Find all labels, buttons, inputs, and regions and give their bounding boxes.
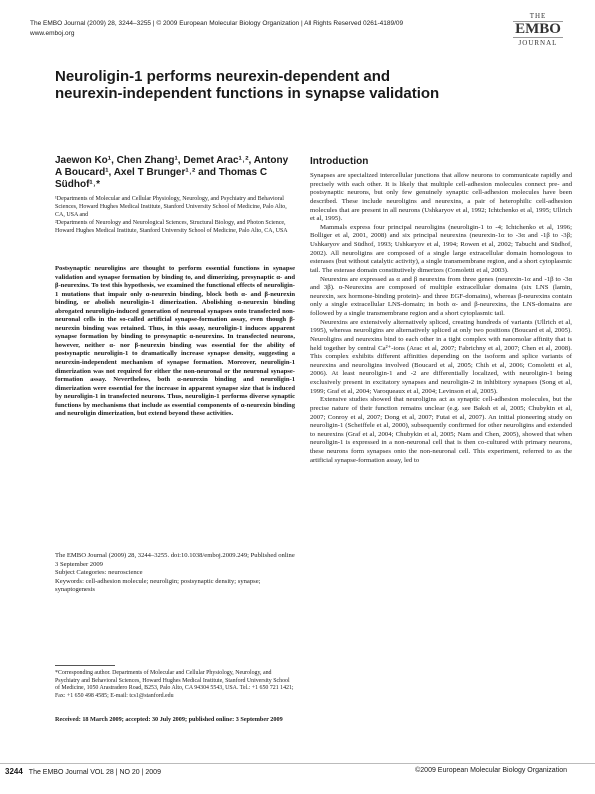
footer-copyright: ©2009 European Molecular Biology Organization <box>415 767 567 774</box>
logo-bottom-text: JOURNAL <box>513 37 563 47</box>
footnote-divider <box>55 665 115 666</box>
keywords: Keywords: cell-adhesion molecule; neuroligin; postsynaptic density; synapse; synaptogenesis <box>55 577 261 594</box>
subject-categories: Subject Categories: neuroscience <box>55 569 143 577</box>
journal-header-line: The EMBO Journal (2009) 28, 3244–3255 | © 2009 European Molecular Biology Organization | All Rights Reserved 0261-4189/09 <box>30 20 404 27</box>
introduction-body <box>310 172 572 465</box>
article-metadata <box>55 552 295 595</box>
citation: The EMBO Journal (2009) 28, 3244–3255. doi:10.1038/emboj.2009.249; Published online 3 September 2009 <box>55 552 295 568</box>
footer-divider <box>0 763 595 764</box>
intro-paragraph: Synapses are specialized intercellular junctions that allow neurons to communicate rapidly and precisely with each other. It is likely that multiple cell-adhesion molecules connect pre- and postsynaptic neurons, but only few genuinely synaptic cell-adhesion molecules have been described. These include neuroligins and neurexins, a pair of heterophilic cell-adhesion molecules that are present in all neurons (Ushkaryov et al, 1992; Ichtchenko et al, 1995; Ullrich et al, 1995). <box>310 172 572 223</box>
corresponding-author: *Corresponding author. Departments of Molecular and Cellular Physiology, Neurology, and Psychiatry and Behavioral Sciences, Howard Hughes Medical Institute, Stanford University School of Medicine, 1050 Arastradero Road, B253, Palo Alto, CA 94304 5543, USA. Tel.: +1 650 721 1421; Fax: +1 650 498 4585; E-mail: tcs1@stanford.edu <box>55 670 294 699</box>
article-title: Neuroligin-1 performs neurexin-dependent and neurexin-independent functions in synapse validation <box>55 68 440 102</box>
author-list: Jaewon Ko¹, Chen Zhang¹, Demet Arac¹˒², Antony A Boucard¹, Axel T Brunger¹˒² and Thomas C Südhof¹˒* <box>55 155 289 190</box>
page-footer-left <box>5 767 161 776</box>
logo-top-text: THE <box>513 12 563 22</box>
intro-paragraph: Mammals express four principal neuroligins (neuroligin-1 to -4; Ichtchenko et al, 1996; Bolliger et al, 2001, 2008) and six principal neurexins (neurexin-1α to -3α and -1β to -3β; Ushkaryov and Südhof, 1993; Ushkaryov et al, 1994; Rowen et al, 2002; Tabuchi and Südhof, 2002). All neuroligins are composed of a single large extracellular domain homologous to esterases (but without catalytic activity), a single transmembrane region, and a short cytoplasmic tail. The esterase domain constitutively dimerizes (Comoletti et al, 2003). <box>310 223 572 274</box>
affiliations <box>55 196 295 237</box>
intro-paragraph: Extensive studies showed that neuroligins act as synaptic cell-adhesion molecules, but the precise nature of their function remains unclear (e.g. see Baksh et al, 2005; Chubykin et al, 2007; Conroy et al, 2007; Dong et al, 2007; Futai et al, 2007). An initial pioneering study on neuroligin-1 (Scheiffele et al, 2000), subsequently confirmed for other neuroligins and extended to neurexins (Graf et al, 2004; Chubykin et al, 2005; Nam and Chen, 2005), showed that when neuroligin-1 is expressed in a non-neuronal cell that is then co-cultured with primary neurons, these neurons form synapses onto the non-neuronal cell. This experiment, referred to as the artificial synapse-formation assay, led to <box>310 396 572 464</box>
footer-journal-info: The EMBO Journal VOL 28 | NO 20 | 2009 <box>28 769 161 776</box>
intro-paragraph: Neurexins are expressed as α and β neurexins from three genes (neurexin-1α and -1β to -3α and 3β). α-Neurexins are composed of multiple extracellular domains (six LNS (lamin, neurexin, sex hormone-binding protein)- and three EGF-domains), whereas β-neurexins contain only a single extracellular LNS-domain; in both α- and β-neurexins, the LNS-domains are followed by a single transmembrane region and a short cytoplasmic tail. <box>310 275 572 317</box>
journal-logo <box>513 12 563 47</box>
affiliation-2: ²Departments of Neurology and Neurological Sciences, Structural Biology, and Photon Science, Howard Hughes Medical Institute, Stanford University School of Medicine, Palo Alto, CA, USA <box>55 220 288 235</box>
section-heading-introduction: Introduction <box>310 156 369 167</box>
abstract: Postsynaptic neuroligins are thought to perform essential functions in synapse validation and synapse formation by binding to, and dimerizing, presynaptic α- and β-neurexins. To test this hypothesis, we examined the functional effects of neuroligin-1 mutations that impair only α-neurexin binding, block both α- and β-neurexin binding, or abolish neuroligin-1 dimerization. Abolishing α-neurexin binding abrogated neuroligin-induced generation of neuronal synapses onto transfected non-neuronal cells in the so-called artificial synapse-formation assay, even though β-neurexin binding was retained. Thus, in this assay, neuroligin-1 induces apparent synapse formation by binding to presynaptic α-neurexins. In transfected neurons, however, neither α- nor β-neurexin binding was essential for the ability of postsynaptic neuroligin-1 to dramatically increase synapse density, suggesting a neurexin-independent mechanism of synapse formation. Moreover, neuroligin-1 dimerization was not required for either the non-neuronal or the neuronal synapse-formation assay. Nevertheless, both α-neurexin binding and neuroligin-1 dimerization were essential for the increase in apparent synapse size that is induced by neuroligin-1 in transfected neurons. Thus, neuroligin-1 performs diverse synaptic functions by mechanisms that include as essential components of α-neurexin binding and neuroligin dimerization, but extend beyond these activities. <box>55 265 295 418</box>
logo-middle-text: EMBO <box>515 21 561 37</box>
journal-website: www.emboj.org <box>30 30 75 37</box>
affiliation-1: ¹Departments of Molecular and Cellular Physiology, Neurology, and Psychiatry and Behavioral Sciences, Howard Hughes Medical Institute, Stanford University School of Medicine, Palo Alto, CA, USA and <box>55 196 287 218</box>
intro-paragraph: Neurexins are extensively alternatively spliced, creating hundreds of variants (Ullrich et al, 1995), whereas neuroligins are alternatively spliced at only two positions (Boucard et al, 2005). Neuroligins and neurexins bind to each other in a tight complex with nanomolar affinity that is held together by central Ca²⁺-ions (Arac et al, 2007; Fabrichny et al, 2007; Chen et al, 2008). This complex exhibits different affinities depending on the isoform and splice variants of neurexins and neuroligins involved (Boucard et al, 2005; Chih et al, 2006; Comoletti et al, 2006). At least neuroligin-1 and -2 are differentially localized, with neuroligin-1 being exclusively present in excitatory synapses and neuroligin-2 in inhibitory synapses (Song et al, 1999; Graf et al, 2004; Varoqueaux et al, 2004; Levinson et al, 2005). <box>310 318 572 395</box>
page-number: 3244 <box>5 767 23 776</box>
received-dates: Received: 18 March 2009; accepted: 30 July 2009; published online: 3 September 2009 <box>55 716 283 723</box>
